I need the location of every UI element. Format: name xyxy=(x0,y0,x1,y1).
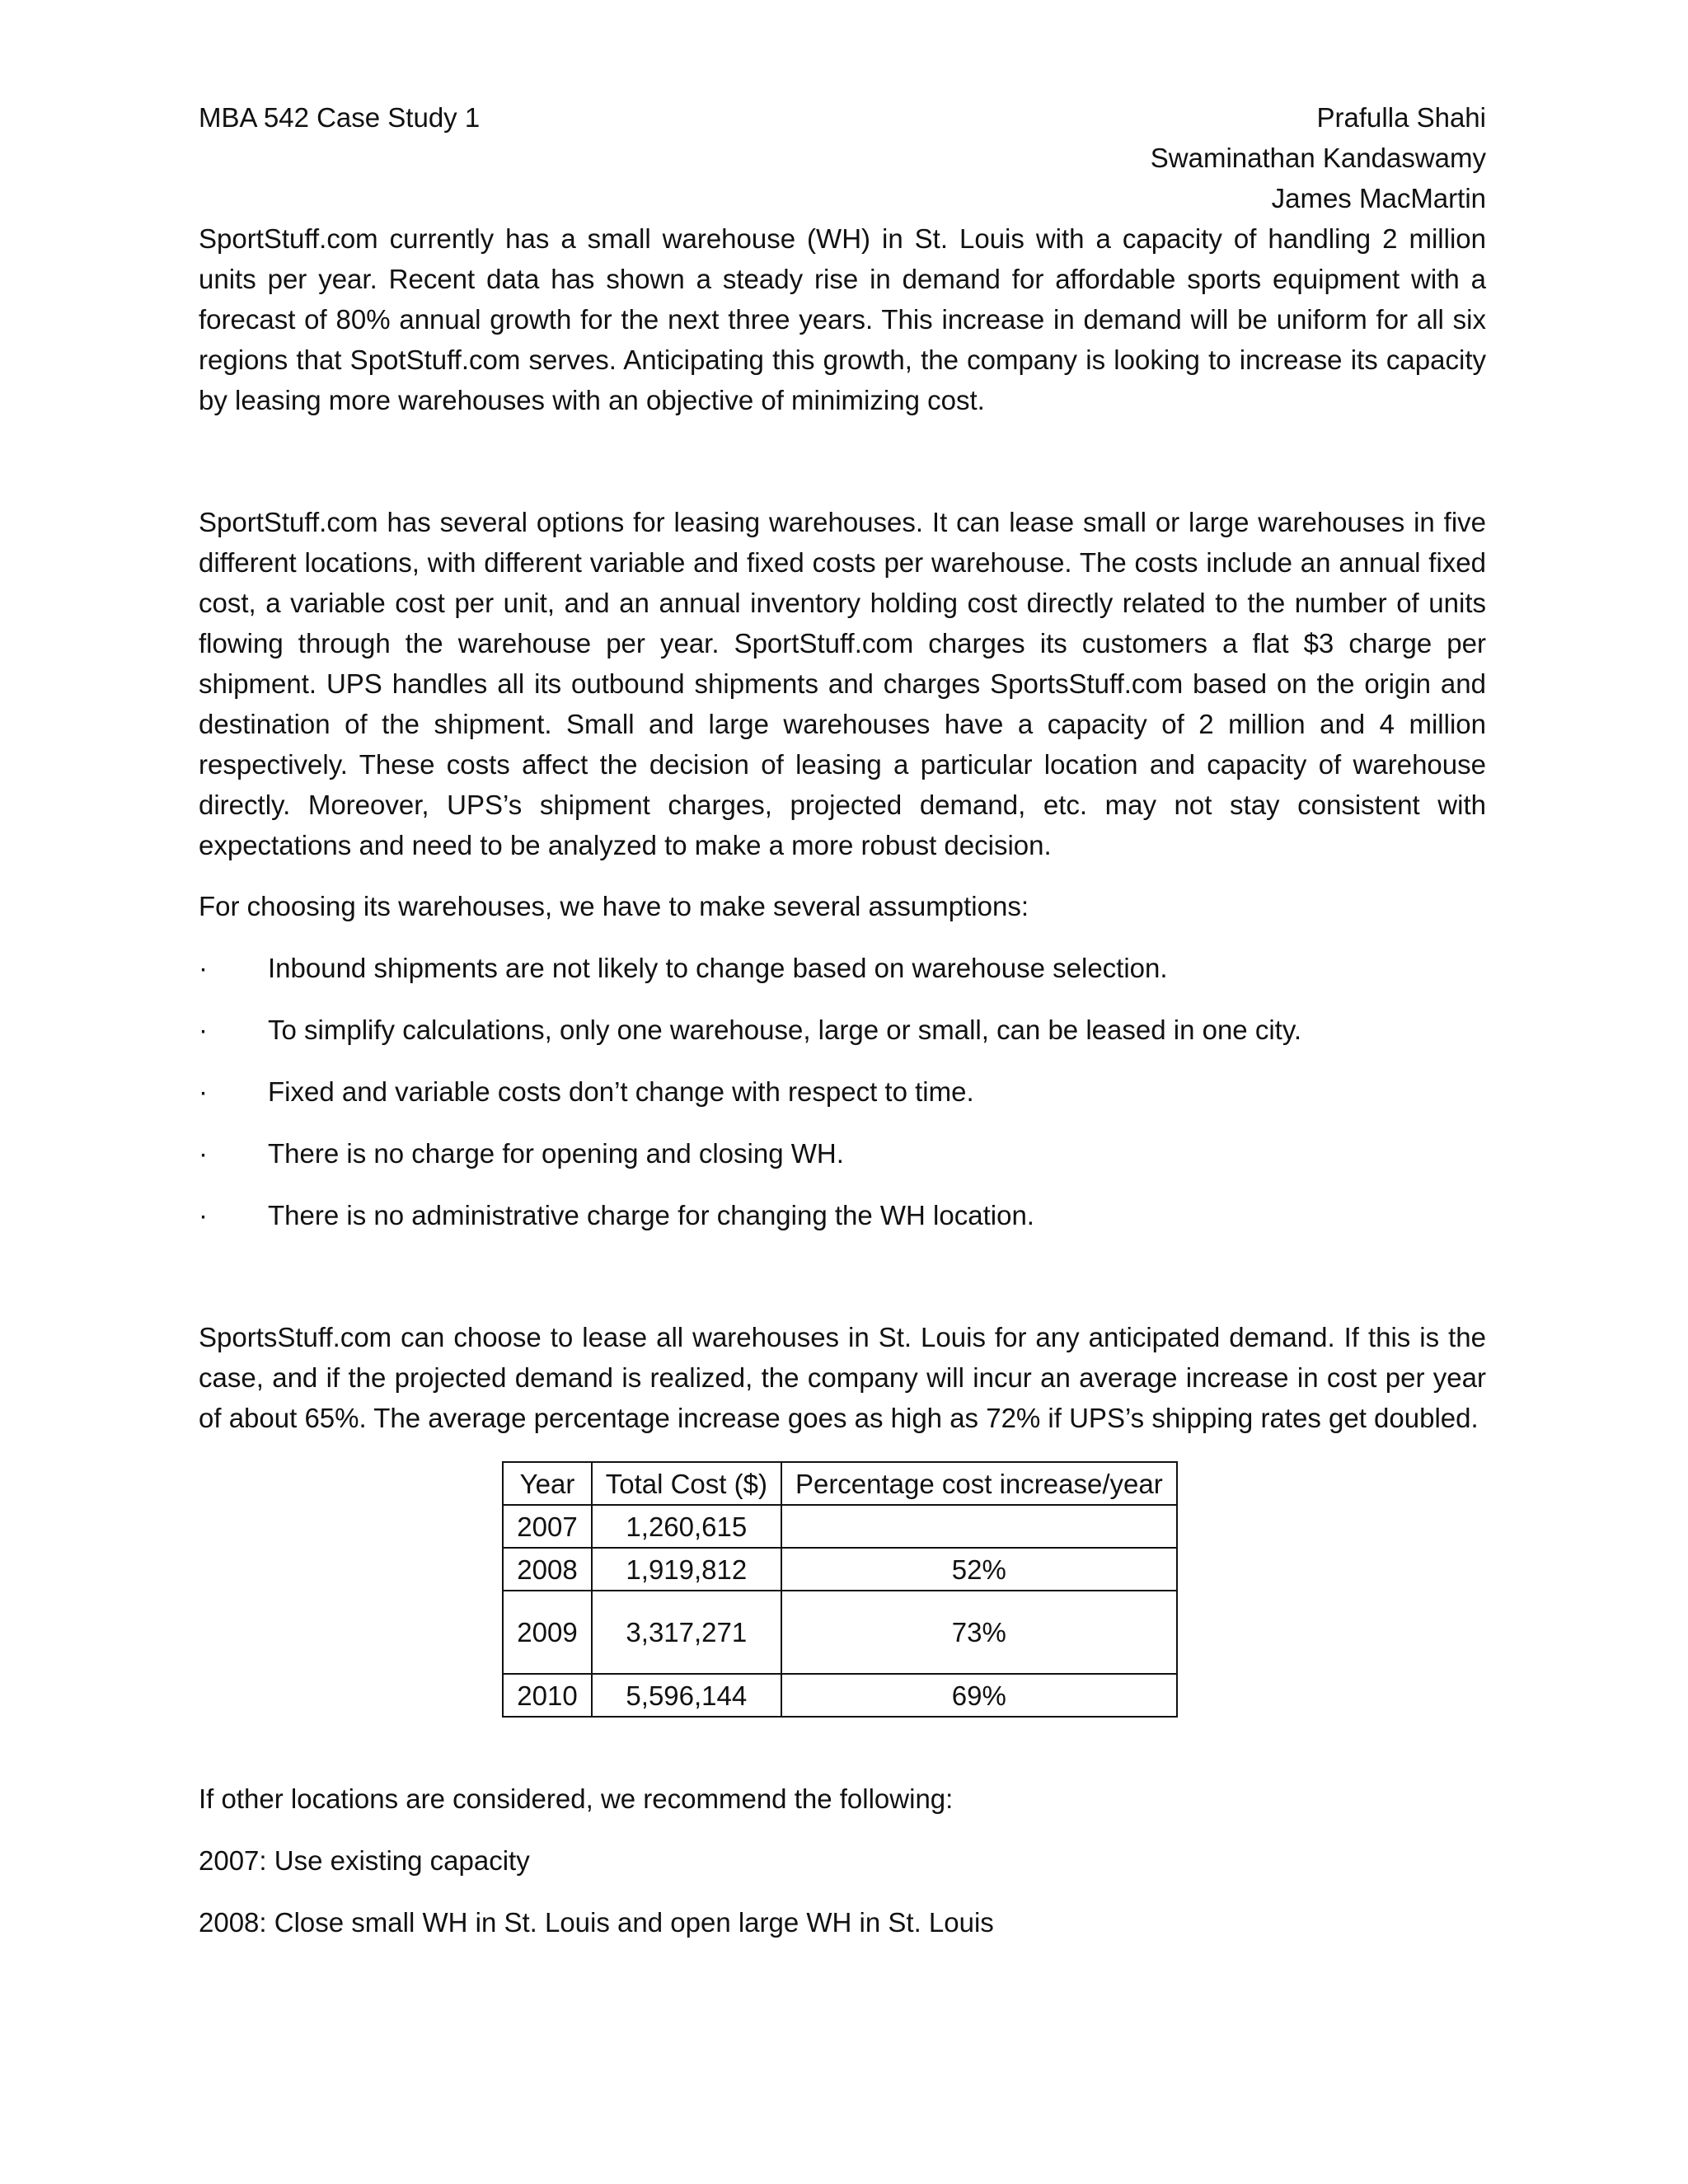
author-name: Prafulla Shahi xyxy=(1316,102,1486,133)
year-cell: 2010 xyxy=(503,1674,591,1717)
intro-paragraph: SportStuff.com currently has a small warehouse (WH) in St. Louis with a capacity of handling 2 million units per year. Recent data has shown a steady rise in demand for affordable sports equipment with a forecast of 80% annual growth for the next three years. This increase in demand will be uniform for all six regions that SpotStuff.com serves. Anticipating this growth, the company is looking to increase its capacity by leasing more warehouses with an objective of minimizing cost. xyxy=(199,223,1486,415)
table-row xyxy=(503,1591,1176,1674)
assumption-text: There is no administrative charge for changing the WH location. xyxy=(268,1200,1034,1230)
options-paragraph: SportStuff.com has several options for leasing warehouses. It can lease small or large warehouses in five different locations, with different variable and fixed costs per warehouse. The costs include an annual fixed cost, a variable cost per unit, and an annual inventory holding cost directly related to the number of units flowing through the warehouse per year. SportStuff.com charges its customers a flat $3 charge per shipment. UPS handles all its outbound shipments and charges SportsStuff.com based on the origin and destination of the shipment. Small and large warehouses have a capacity of 2 million and 4 million respectively. These costs affect the decision of leasing a particular location and capacity of warehouse directly. Moreover, UPS’s shipment charges, projected demand, etc. may not stay consistent with expectations and need to be analyzed to make a more robust decision. xyxy=(199,507,1486,860)
author-name: James MacMartin xyxy=(1271,183,1486,213)
recommend-intro: If other locations are considered, we recommend the following: xyxy=(199,1783,954,1814)
course-title: MBA 542 Case Study 1 xyxy=(199,102,481,133)
percentage-cell: 52% xyxy=(781,1548,1177,1591)
percentage-cell: 73% xyxy=(781,1591,1177,1674)
table-header-row xyxy=(503,1462,1176,1505)
table-row xyxy=(503,1505,1176,1548)
percentage-cell xyxy=(781,1505,1177,1548)
assumption-item xyxy=(199,948,1486,988)
table-row xyxy=(503,1674,1176,1717)
bullet-marker: · xyxy=(199,1200,208,1230)
cost-table xyxy=(502,1461,1177,1718)
cost-table-wrapper xyxy=(199,1461,1486,1718)
document-header xyxy=(199,97,1486,218)
bullet-marker: · xyxy=(199,953,208,983)
assumption-item xyxy=(199,1133,1486,1174)
total-cost-cell: 5,596,144 xyxy=(592,1674,781,1717)
total-cost-cell: 3,317,271 xyxy=(592,1591,781,1674)
column-header-total-cost: Total Cost ($) xyxy=(592,1462,781,1505)
year-cell: 2008 xyxy=(503,1548,591,1591)
bullet-marker: · xyxy=(199,1076,208,1107)
assumption-item xyxy=(199,1071,1486,1112)
year-cell: 2009 xyxy=(503,1591,591,1674)
recommendation-2008: 2008: Close small WH in St. Louis and open large WH in St. Louis xyxy=(199,1907,994,1938)
assumption-text: Inbound shipments are not likely to change based on warehouse selection. xyxy=(268,953,1168,983)
table-row xyxy=(503,1548,1176,1591)
bullet-marker: · xyxy=(199,1015,208,1045)
author-name: Swaminathan Kandaswamy xyxy=(1150,143,1486,173)
total-cost-cell: 1,260,615 xyxy=(592,1505,781,1548)
assumptions-intro: For choosing its warehouses, we have to make several assumptions: xyxy=(199,891,1029,921)
assumption-item xyxy=(199,1010,1486,1050)
column-header-percentage: Percentage cost increase/year xyxy=(781,1462,1177,1505)
stlouis-paragraph: SportsStuff.com can choose to lease all warehouses in St. Louis for any anticipated demand. If this is the case, and if the projected demand is realized, the company will incur an average increase in cost per year of about 65%. The average percentage increase goes as high as 72% if UPS’s shipping rates get doubled. xyxy=(199,1322,1486,1433)
recommendation-2007: 2007: Use existing capacity xyxy=(199,1845,530,1876)
assumption-text: There is no charge for opening and closing WH. xyxy=(268,1138,844,1169)
year-cell: 2007 xyxy=(503,1505,591,1548)
assumption-item xyxy=(199,1195,1486,1235)
author-list xyxy=(1151,97,1486,218)
total-cost-cell: 1,919,812 xyxy=(592,1548,781,1591)
assumption-text: Fixed and variable costs don’t change with respect to time. xyxy=(268,1076,974,1107)
assumption-text: To simplify calculations, only one warehouse, large or small, can be leased in one city. xyxy=(268,1015,1302,1045)
bullet-marker: · xyxy=(199,1138,208,1169)
percentage-cell: 69% xyxy=(781,1674,1177,1717)
document-content xyxy=(199,97,1486,1943)
column-header-year: Year xyxy=(503,1462,591,1505)
